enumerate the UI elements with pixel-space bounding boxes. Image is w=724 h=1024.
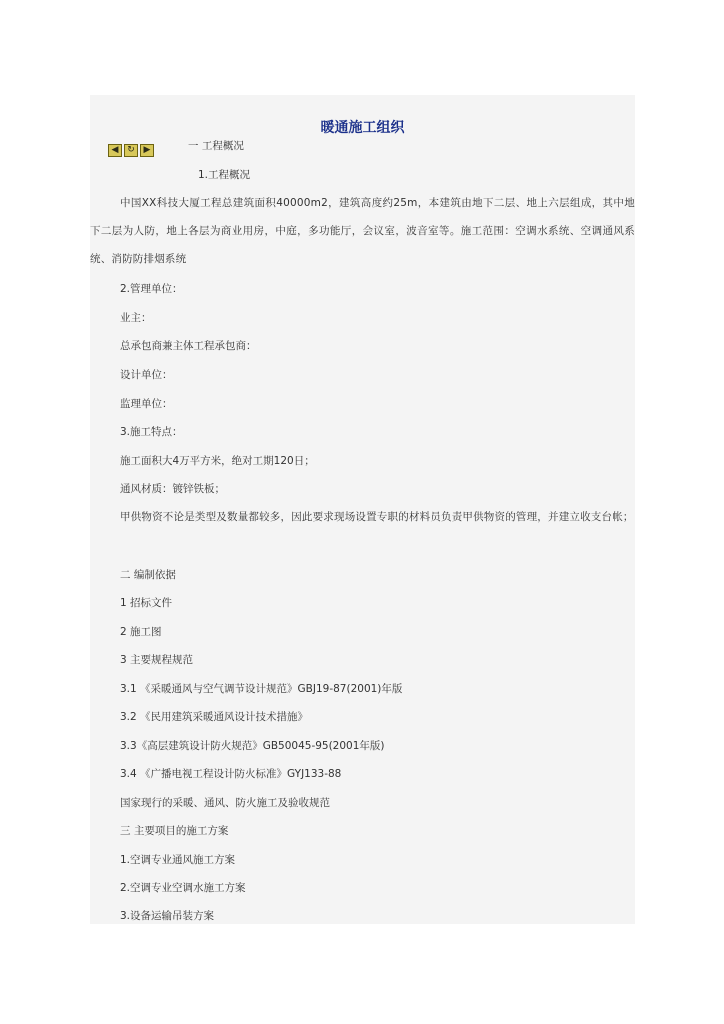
text-line: 业主： [120, 312, 152, 324]
list-item: 3.3《高层建筑设计防火规范》GB50045-95(2001年版) [120, 740, 385, 752]
list-item: 1 招标文件 [120, 597, 173, 609]
paragraph-overview: 中国XX科技大厦工程总建筑面积40000m2，建筑高度约25m，本建筑由地下二层、地上六层组成，其中地下二层为人防，地上各层为商业用房，中庭，多功能厅，会议室，波音室等。施工范围：空调水系统、空调通风系统、消防防排烟系统 [90, 197, 635, 265]
section-heading-overview: 一 工程概况 [188, 140, 244, 152]
list-item: 3.4 《广播电视工程设计防火标准》GYJ133-88 [120, 768, 342, 780]
section-heading-basis: 二 编制依据 [120, 569, 176, 581]
refresh-icon[interactable]: ↻ [124, 144, 138, 157]
paragraph-materials: 甲供物资不论是类型及数量都较多，因此要求现场设置专职的材料员负责甲供物资的管理，并建立收支台帐； [120, 511, 634, 523]
document-page [90, 95, 635, 924]
list-item: 3 主要规程规范 [120, 654, 194, 666]
text-line: 监理单位： [120, 398, 173, 410]
document-title: 暖通施工组织 [320, 120, 405, 136]
list-item: 3.2 《民用建筑采暖通风设计技术措施》 [120, 711, 309, 723]
list-item: 1.空调专业通风施工方案 [120, 854, 236, 866]
previous-arrow-icon[interactable]: ◀ [108, 144, 122, 157]
list-item: 国家现行的采暖、通风、防火施工及验收规范 [120, 797, 330, 809]
subsection-heading: 3.施工特点： [120, 426, 183, 438]
text-line: 设计单位： [120, 369, 173, 381]
subsection-heading: 1.工程概况 [198, 169, 251, 181]
list-item: 3.设备运输吊装方案 [120, 910, 215, 922]
list-item: 2 施工图 [120, 626, 162, 638]
text-line: 施工面积大4万平方米，绝对工期120日； [120, 455, 315, 467]
nav-icon-group [108, 144, 154, 157]
text-line: 通风材质：镀锌铁板； [120, 483, 225, 495]
text-line: 总承包商兼主体工程承包商： [120, 340, 257, 352]
subsection-heading: 2.管理单位： [120, 283, 183, 295]
next-arrow-icon[interactable]: ▶ [140, 144, 154, 157]
list-item: 2.空调专业空调水施工方案 [120, 882, 246, 894]
list-item: 3.1 《采暖通风与空气调节设计规范》GBJ19-87(2001)年版 [120, 683, 403, 695]
section-heading-plans: 三 主要项目的施工方案 [120, 825, 229, 837]
